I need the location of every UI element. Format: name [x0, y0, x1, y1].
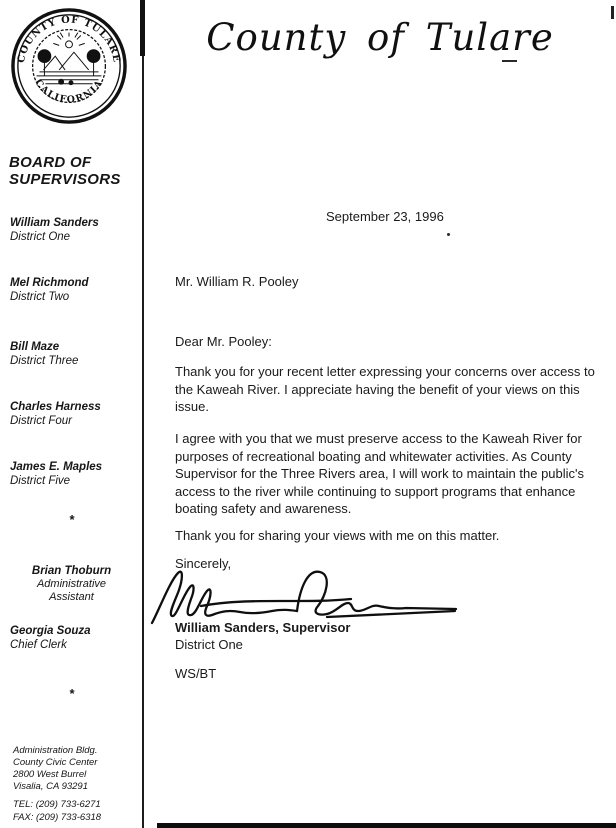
staff-name: Brian Thoburn — [31, 565, 112, 577]
closing-line: Sincerely, — [175, 556, 232, 571]
seal-landscape-art — [37, 33, 102, 85]
supervisor-district: District Five — [10, 475, 71, 487]
staff-title: Chief Clerk — [10, 639, 67, 651]
office-address — [13, 745, 97, 793]
scan-artifact-mark — [140, 0, 145, 56]
supervisor-entry — [10, 276, 89, 304]
signer-district: District One — [175, 637, 243, 652]
typist-initials: WS/BT — [175, 666, 217, 681]
address-line: Administration Bldg. — [13, 745, 98, 756]
supervisor-district: District Three — [10, 355, 79, 367]
signature-scrawl — [149, 566, 461, 626]
office-phones — [13, 799, 101, 824]
supervisor-district: District Four — [10, 415, 72, 427]
seal-top-text: COUNTY OF TULARE — [15, 14, 123, 64]
supervisor-name: Charles Harness — [10, 401, 101, 413]
supervisor-entry — [10, 400, 101, 428]
supervisor-name: Bill Maze — [10, 341, 60, 353]
body-paragraph: I agree with you that we must preserve access to the Kaweah River for purposes of recreational boating and whitewater activities. As County Supervisor for the Three Rivers area, I will work to maintain the public's access to the river while continuing to support programs that enhance boating safety and awareness. — [175, 431, 585, 516]
staff-entry — [10, 624, 91, 652]
recipient-name: Mr. William R. Pooley — [175, 274, 299, 289]
phone-line: TEL: (209) 733-6271 — [13, 799, 101, 810]
staff-name: Georgia Souza — [10, 625, 91, 637]
salutation: Dear Mr. Pooley: — [175, 334, 272, 349]
supervisor-name: James E. Maples — [10, 461, 103, 473]
address-line: Visalia, CA 93291 — [13, 781, 88, 792]
vertical-rule — [142, 0, 144, 828]
phone-line: FAX: (209) 733-6318 — [13, 811, 102, 823]
supervisor-district: District Two — [10, 291, 70, 303]
address-line: County Civic Center — [13, 757, 98, 768]
asterisk-separator: * — [68, 512, 75, 527]
address-line: 2800 West Burrel — [13, 769, 87, 780]
scan-artifact-mark — [502, 60, 517, 62]
scan-artifact-mark — [447, 233, 450, 236]
seal-bottom-text: CALIFORNIA — [32, 77, 106, 106]
bottom-scan-edge — [157, 823, 616, 828]
scan-artifact-mark — [611, 6, 614, 19]
staff-title: Administrative Assistant — [36, 578, 107, 603]
letter-date: September 23, 1996 — [326, 209, 444, 224]
supervisor-district: District One — [10, 231, 71, 243]
supervisor-entry — [10, 216, 99, 244]
supervisor-name: William Sanders — [10, 217, 99, 229]
asterisk-separator: * — [68, 686, 75, 701]
supervisor-entry — [10, 460, 102, 488]
supervisor-entry — [10, 340, 78, 368]
letterhead-title: County of Tulare — [206, 16, 554, 59]
staff-entry — [0, 564, 143, 604]
board-heading: BOARD OF SUPERVISORS — [9, 154, 121, 188]
body-paragraph: Thank you for sharing your views with me on this matter. — [175, 528, 500, 543]
signer-name: William Sanders, Supervisor — [175, 620, 351, 635]
body-paragraph: Thank you for your recent letter expressing your concerns over access to the Kaweah River. I appreciate having the benefit of your views on this issue. — [175, 364, 595, 414]
supervisor-name: Mel Richmond — [10, 277, 89, 289]
county-seal-icon — [10, 7, 128, 125]
